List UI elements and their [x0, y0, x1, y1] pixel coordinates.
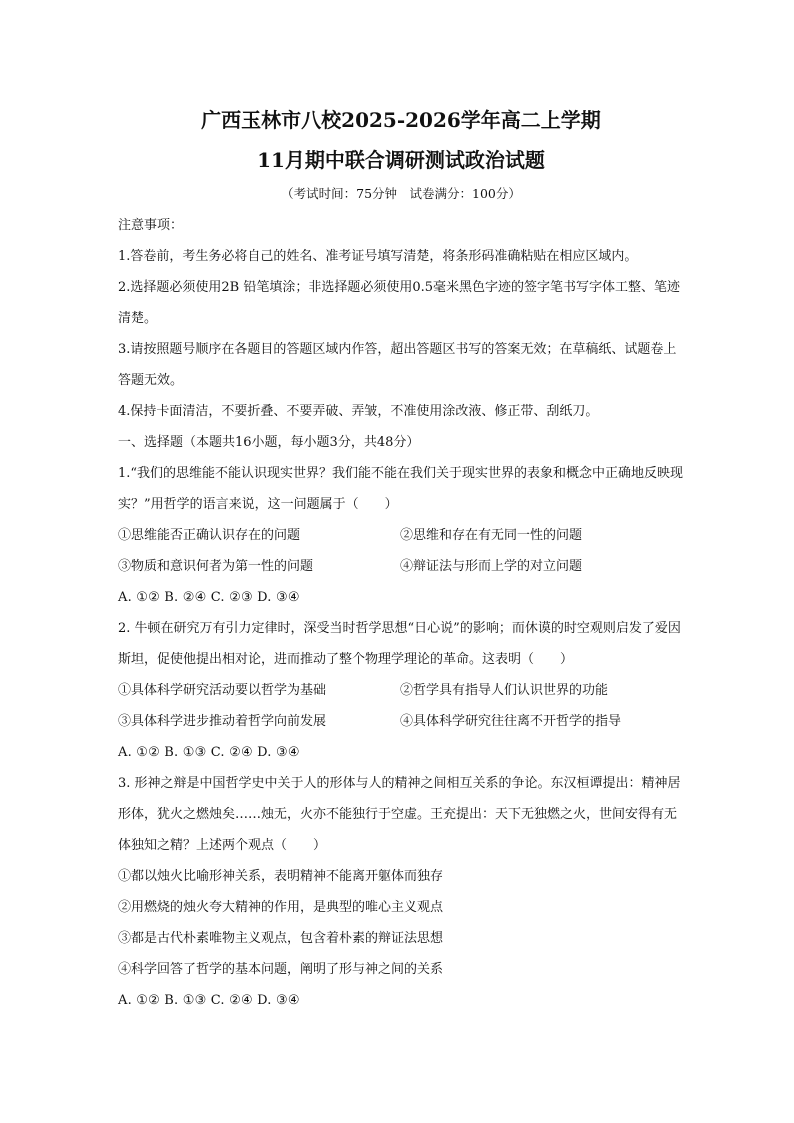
- option-item: ③都是古代朴素唯物主义观点，包含着朴素的辩证法思想: [118, 931, 444, 946]
- answer-choices: A. ①② B. ②④ C. ②③ D. ③④: [118, 590, 300, 605]
- section-heading: 一、选择题（本题共16小题，每小题3分，共48分）: [118, 435, 420, 450]
- question-2: [118, 613, 684, 768]
- option-item: ②思维和存在有无同一性的问题: [400, 528, 583, 543]
- note-item-1: 1.答卷前，考生务必将自己的姓名、准考证号填写清楚，将条形码准确粘贴在相应区域内。: [118, 249, 638, 264]
- question-stem: 2. 牛顿在研究万有引力定律时，深受当时哲学思想“日心说”的影响；而休谟的时空观则启发了爱因斯坦，促使他提出相对论，进而推动了整个物理学理论的革命。这表明（ ）: [118, 621, 681, 667]
- note-item-2: 2.选择题必须使用2B 铅笔填涂；非选择题必须使用0.5毫米黑色字迹的签字笔书写字体工整、笔迹清楚。: [118, 280, 681, 326]
- option-row: [118, 706, 684, 737]
- notes-heading: 注意事项：: [118, 218, 184, 233]
- option-item: ③物质和意识何者为第一性的问题: [118, 559, 314, 574]
- exam-title-line1: 广西玉林市八校2025-2026学年高二上学期: [201, 108, 601, 132]
- option-item: ④科学回答了哲学的基本问题，阐明了形与神之间的关系: [118, 962, 444, 977]
- question-1: [118, 458, 684, 613]
- question-stem: 1.“我们的思维能不能认识现实世界？我们能不能在我们关于现实世界的表象和概念中正确地反映现实？”用哲学的语言来说，这一问题属于（ ）: [118, 466, 684, 512]
- exam-time-and-score: （考试时间：75分钟 试卷满分：100分）: [281, 186, 521, 201]
- option-row: [118, 520, 684, 551]
- answer-choices: A. ①② B. ①③ C. ②④ D. ③④: [118, 993, 300, 1008]
- option-row: [118, 551, 684, 582]
- exam-title-line2: 11月期中联合调研测试政治试题: [257, 148, 545, 172]
- option-item: ④具体科学研究往往离不开哲学的指导: [400, 714, 622, 729]
- answer-choices: A. ①② B. ①③ C. ②④ D. ③④: [118, 745, 300, 760]
- option-item: ③具体科学进步推动着哲学向前发展: [118, 714, 327, 729]
- note-item-4: 4.保持卡面清洁，不要折叠、不要弄破、弄皱，不准使用涂改液、修正带、刮纸刀。: [118, 404, 599, 419]
- question-3: [118, 768, 684, 1016]
- option-item: ①具体科学研究活动要以哲学为基础: [118, 683, 327, 698]
- option-item: ①都以烛火比喻形神关系，表明精神不能离开躯体而独存: [118, 869, 444, 884]
- option-row: [118, 675, 684, 706]
- option-item: ①思维能否正确认识存在的问题: [118, 528, 301, 543]
- option-item: ②用燃烧的烛火夸大精神的作用，是典型的唯心主义观点: [118, 900, 444, 915]
- question-stem: 3. 形神之辩是中国哲学史中关于人的形体与人的精神之间相互关系的争论。东汉桓谭提出：精神居形体，犹火之燃烛矣……烛无，火亦不能独行于空虚。王充提出：天下无独燃之火，世间安得有无体独知之精？上述两个观点（ ）: [118, 776, 681, 853]
- option-item: ②哲学具有指导人们认识世界的功能: [400, 683, 609, 698]
- option-item: ④辩证法与形而上学的对立问题: [400, 559, 583, 574]
- note-item-3: 3.请按照题号顺序在各题目的答题区域内作答，超出答题区书写的答案无效；在草稿纸、试题卷上答题无效。: [118, 342, 677, 388]
